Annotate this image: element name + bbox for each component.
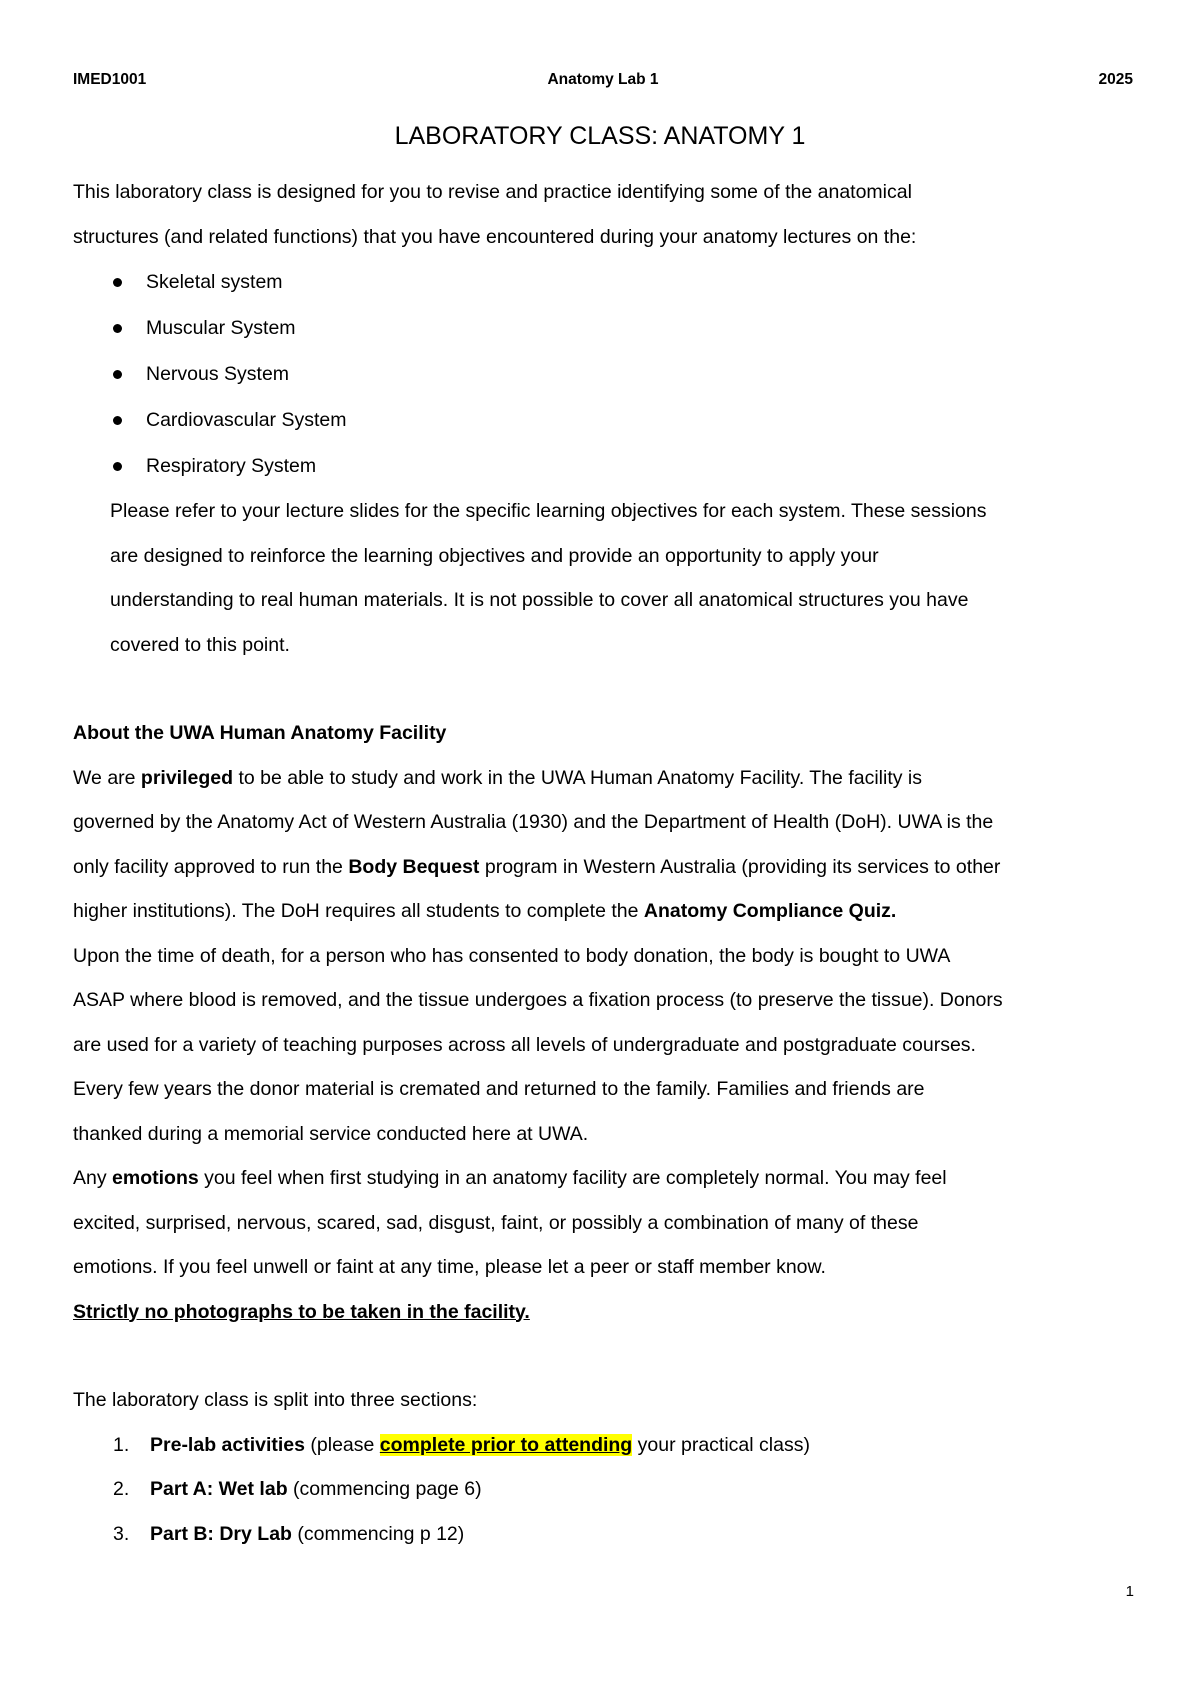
intro-line-2: structures (and related functions) that you have encountered during your anatomy lectures on the: <box>73 225 917 248</box>
about-line-1 <box>73 756 1143 801</box>
header-course-code: IMED1001 <box>73 71 147 88</box>
list-item <box>73 1467 1143 1512</box>
list-item <box>73 397 1143 443</box>
section-title: Pre-lab activities <box>150 1433 305 1456</box>
list-item <box>73 1512 1143 1557</box>
system-label: Cardiovascular System <box>146 409 347 431</box>
about-line-3 <box>73 845 1143 890</box>
system-label: Nervous System <box>146 363 290 385</box>
refer-line-1: Please refer to your lecture slides for the specific learning objectives for each system. These sessions <box>110 500 987 522</box>
text-run: (commencing page 6) <box>287 1478 482 1500</box>
list-number: 3. <box>113 1522 130 1545</box>
text-run: program in Western Australia (providing its services to other <box>479 855 1001 878</box>
refer-line-3: understanding to real human materials. It is not possible to cover all anatomical structures you have <box>110 589 969 611</box>
spacer <box>73 667 1143 711</box>
document-body <box>73 170 1143 1556</box>
system-label: Skeletal system <box>146 271 283 293</box>
refer-paragraph <box>73 489 1143 667</box>
text-run: to be able to study and work in the UWA Human Anatomy Facility. The facility is <box>233 766 922 789</box>
emphasis-emotions: emotions <box>112 1167 199 1189</box>
section-title: Part A: Wet lab <box>150 1478 288 1500</box>
bullet-icon <box>113 416 122 425</box>
list-item <box>73 443 1143 489</box>
refer-line-2: are designed to reinforce the learning objectives and provide an opportunity to apply your <box>110 544 879 567</box>
text-run: higher institutions). The DoH requires all students to complete the <box>73 900 644 922</box>
about-line-6: ASAP where blood is removed, and the tissue undergoes a fixation process (to preserve the tissue). Donors <box>73 989 1003 1011</box>
systems-list <box>73 259 1143 489</box>
list-item <box>73 351 1143 397</box>
section-title: Part B: Dry Lab <box>150 1522 292 1545</box>
about-line-8: Every few years the donor material is cremated and returned to the family. Families and friends are <box>73 1078 925 1100</box>
list-item <box>73 1423 1143 1468</box>
about-line-11: excited, surprised, nervous, scared, sad, disgust, faint, or possibly a combination of many of these <box>73 1211 919 1234</box>
emphasis-privileged: privileged <box>140 766 234 789</box>
emphasis-compliance-quiz: Anatomy Compliance Quiz. <box>643 900 897 922</box>
page-title: LABORATORY CLASS: ANATOMY 1 <box>394 122 806 150</box>
about-line-2: governed by the Anatomy Act of Western Australia (1930) and the Department of Health (DoH). UWA is the <box>73 811 994 833</box>
text-run: Any <box>73 1167 113 1189</box>
sections-intro: The laboratory class is split into three sections: <box>73 1389 478 1411</box>
list-number: 2. <box>113 1478 130 1500</box>
highlighted-text: complete prior to attending <box>379 1433 633 1456</box>
bullet-icon <box>113 324 122 333</box>
about-line-7: are used for a variety of teaching purposes across all levels of undergraduate and postgraduate courses. <box>73 1033 976 1056</box>
header-doc-title: Anatomy Lab 1 <box>547 71 659 88</box>
system-label: Muscular System <box>146 317 296 339</box>
no-photographs-warning: Strictly no photographs to be taken in the facility. <box>73 1300 530 1323</box>
bullet-icon <box>113 278 122 287</box>
about-line-9: thanked during a memorial service conducted here at UWA. <box>73 1122 589 1145</box>
text-run: We are <box>73 766 141 789</box>
intro-line-1: This laboratory class is designed for you to revise and practice identifying some of the anatomical <box>73 181 912 203</box>
list-item <box>73 305 1143 351</box>
system-label: Respiratory System <box>146 455 317 477</box>
bullet-icon <box>113 462 122 471</box>
header-year: 2025 <box>1098 71 1133 88</box>
about-line-4 <box>73 889 1143 934</box>
text-run: (commencing p 12) <box>291 1522 465 1545</box>
list-item <box>73 259 1143 305</box>
about-line-10 <box>73 1156 1143 1201</box>
text-run: your practical class) <box>632 1433 810 1456</box>
text-run: only facility approved to run the <box>73 855 349 878</box>
about-line-12: emotions. If you feel unwell or faint at any time, please let a peer or staff member know. <box>73 1256 826 1278</box>
spacer <box>73 1334 1143 1378</box>
about-line-5: Upon the time of death, for a person who has consented to body donation, the body is bought to UWA <box>73 944 951 967</box>
sections-list <box>73 1423 1143 1557</box>
text-run: you feel when first studying in an anatomy facility are completely normal. You may feel <box>198 1167 947 1189</box>
text-run: (please <box>305 1433 380 1456</box>
emphasis-body-bequest: Body Bequest <box>348 855 480 878</box>
bullet-icon <box>113 370 122 379</box>
refer-line-4: covered to this point. <box>110 633 290 656</box>
list-number: 1. <box>113 1433 130 1456</box>
about-heading: About the UWA Human Anatomy Facility <box>73 722 447 744</box>
page-number: 1 <box>1125 1583 1134 1600</box>
